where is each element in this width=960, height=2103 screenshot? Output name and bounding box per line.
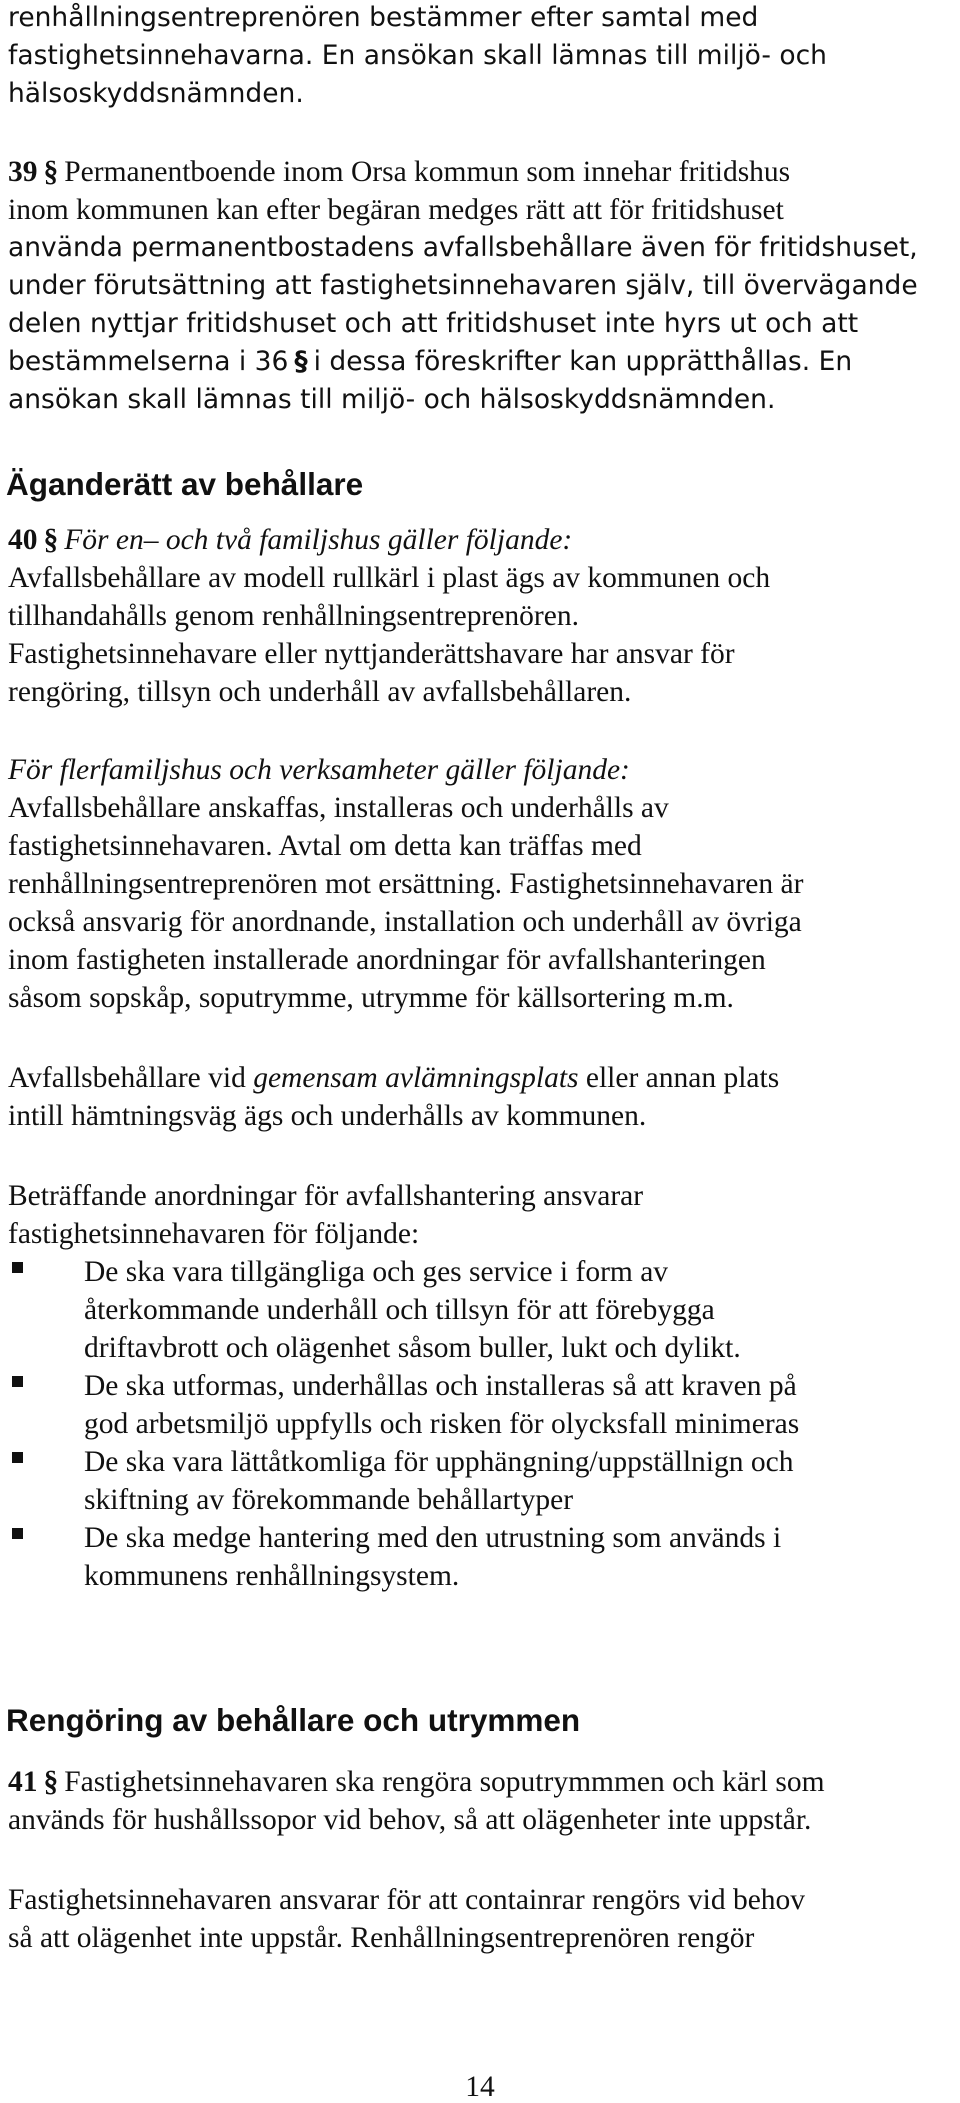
multi-line: fastighetsinnehavaren. Avtal om detta kan träffas med bbox=[8, 830, 642, 862]
section-39-line: under förutsättning att fastighetsinnehavaren själv, till övervägande bbox=[8, 270, 918, 301]
final-line: så att olägenhet inte uppstår. Renhållningsentreprenören rengör bbox=[8, 1922, 755, 1954]
section-41-line: används för hushållssopor vid behov, så att olägenheter inte uppstår. bbox=[8, 1804, 812, 1836]
multi-line: också ansvarig för anordnande, installation och underhåll av övriga bbox=[8, 906, 802, 938]
common-line bbox=[8, 1060, 779, 1096]
common-text: eller annan plats bbox=[585, 1062, 780, 1094]
section-number: 41 bbox=[8, 1766, 38, 1798]
bullet-line: kommunens renhållningsystem. bbox=[84, 1560, 460, 1592]
page-number: 14 bbox=[465, 2071, 495, 2103]
multi-line: Avfallsbehållare anskaffas, installeras och underhålls av bbox=[8, 792, 669, 824]
bullet-line: De ska utformas, underhållas och installeras så att kraven på bbox=[84, 1370, 797, 1402]
bullet-line: De ska vara tillgängliga och ges service i form av bbox=[84, 1256, 669, 1288]
intro-line: renhållningsentreprenören bestämmer efter samtal med bbox=[8, 2, 759, 33]
section-40-line: Avfallsbehållare av modell rullkärl i plast ägs av kommunen och bbox=[8, 562, 771, 594]
paragraph-sign: § bbox=[43, 156, 59, 188]
multi-line: såsom sopskåp, soputrymme, utrymme för källsortering m.m. bbox=[8, 982, 734, 1014]
common-italic-text: gemensam avlämningsplats bbox=[253, 1062, 579, 1094]
final-line: Fastighetsinnehavaren ansvarar för att containrar rengörs vid behov bbox=[8, 1884, 806, 1916]
section-39-text: i dessa föreskrifter kan upprätthållas. En bbox=[313, 346, 853, 377]
bullet-line: god arbetsmiljö uppfylls och risken för olycksfall minimeras bbox=[84, 1408, 800, 1440]
section-number: 40 bbox=[8, 524, 38, 556]
section-heading: Äganderätt av behållare bbox=[6, 466, 364, 502]
intro-line: hälsoskyddsnämnden. bbox=[8, 78, 304, 109]
section-heading: Rengöring av behållare och utrymmen bbox=[6, 1702, 581, 1738]
section-41-text: Fastighetsinnehavaren ska rengöra soputrymmmen och kärl som bbox=[64, 1766, 825, 1798]
paragraph-sign: § bbox=[43, 524, 59, 556]
multi-line: renhållningsentreprenören mot ersättning. Fastighetsinnehavaren är bbox=[8, 868, 804, 900]
bullet-marker bbox=[12, 1452, 23, 1463]
bullet-line: skiftning av förekommande behållartyper bbox=[84, 1484, 574, 1516]
section-39-line: delen nyttjar fritidshuset och att fritidshuset inte hyrs ut och att bbox=[8, 308, 859, 339]
section-40-italic-intro: För en– och två familjshus gäller följande: bbox=[64, 524, 573, 556]
section-40-line: rengöring, tillsyn och underhåll av avfallsbehållaren. bbox=[8, 676, 632, 708]
bullet-line: De ska vara lättåtkomliga för upphängning/uppställnign och bbox=[84, 1446, 794, 1478]
bullet-line: återkommande underhåll och tillsyn för att förebygga bbox=[84, 1294, 715, 1326]
paragraph-sign: § bbox=[294, 346, 308, 377]
common-line: intill hämtningsväg ägs och underhålls av kommunen. bbox=[8, 1100, 647, 1132]
section-40-line bbox=[8, 522, 572, 558]
common-text: Avfallsbehållare vid bbox=[8, 1062, 246, 1094]
section-39-line: använda permanentbostadens avfallsbehållare även för fritidshuset, bbox=[8, 232, 918, 263]
bullet-marker bbox=[12, 1376, 23, 1387]
arrangements-line: Beträffande anordningar för avfallshantering ansvarar bbox=[8, 1180, 644, 1212]
bullet-line: De ska medge hantering med den utrustning som används i bbox=[84, 1522, 782, 1554]
section-number: 39 bbox=[8, 156, 38, 188]
section-39-text: Permanentboende inom Orsa kommun som innehar fritidshus bbox=[64, 156, 791, 188]
arrangements-line: fastighetsinnehavaren för följande: bbox=[8, 1218, 420, 1250]
bullet-line: driftavbrott och olägenhet såsom buller, lukt och dylikt. bbox=[84, 1332, 741, 1364]
section-39-line bbox=[8, 344, 852, 380]
multi-italic-intro: För flerfamiljshus och verksamheter gäller följande: bbox=[8, 754, 630, 786]
section-39-line: inom kommunen kan efter begäran medges rätt att för fritidshuset bbox=[8, 194, 784, 226]
bullet-marker bbox=[12, 1262, 23, 1273]
section-41-line bbox=[8, 1764, 825, 1800]
section-40-line: Fastighetsinnehavare eller nyttjanderättshavare har ansvar för bbox=[8, 638, 735, 670]
bullet-marker bbox=[12, 1528, 23, 1539]
paragraph-sign: § bbox=[43, 1766, 59, 1798]
intro-line: fastighetsinnehavarna. En ansökan skall lämnas till miljö- och bbox=[8, 40, 827, 71]
section-40-line: tillhandahålls genom renhållningsentreprenören. bbox=[8, 600, 579, 632]
section-39-line: ansökan skall lämnas till miljö- och hälsoskyddsnämnden. bbox=[8, 384, 776, 415]
section-39-text: bestämmelserna i 36 bbox=[8, 346, 289, 377]
multi-line: inom fastigheten installerade anordningar för avfallshanteringen bbox=[8, 944, 766, 976]
section-39-line bbox=[8, 154, 790, 190]
